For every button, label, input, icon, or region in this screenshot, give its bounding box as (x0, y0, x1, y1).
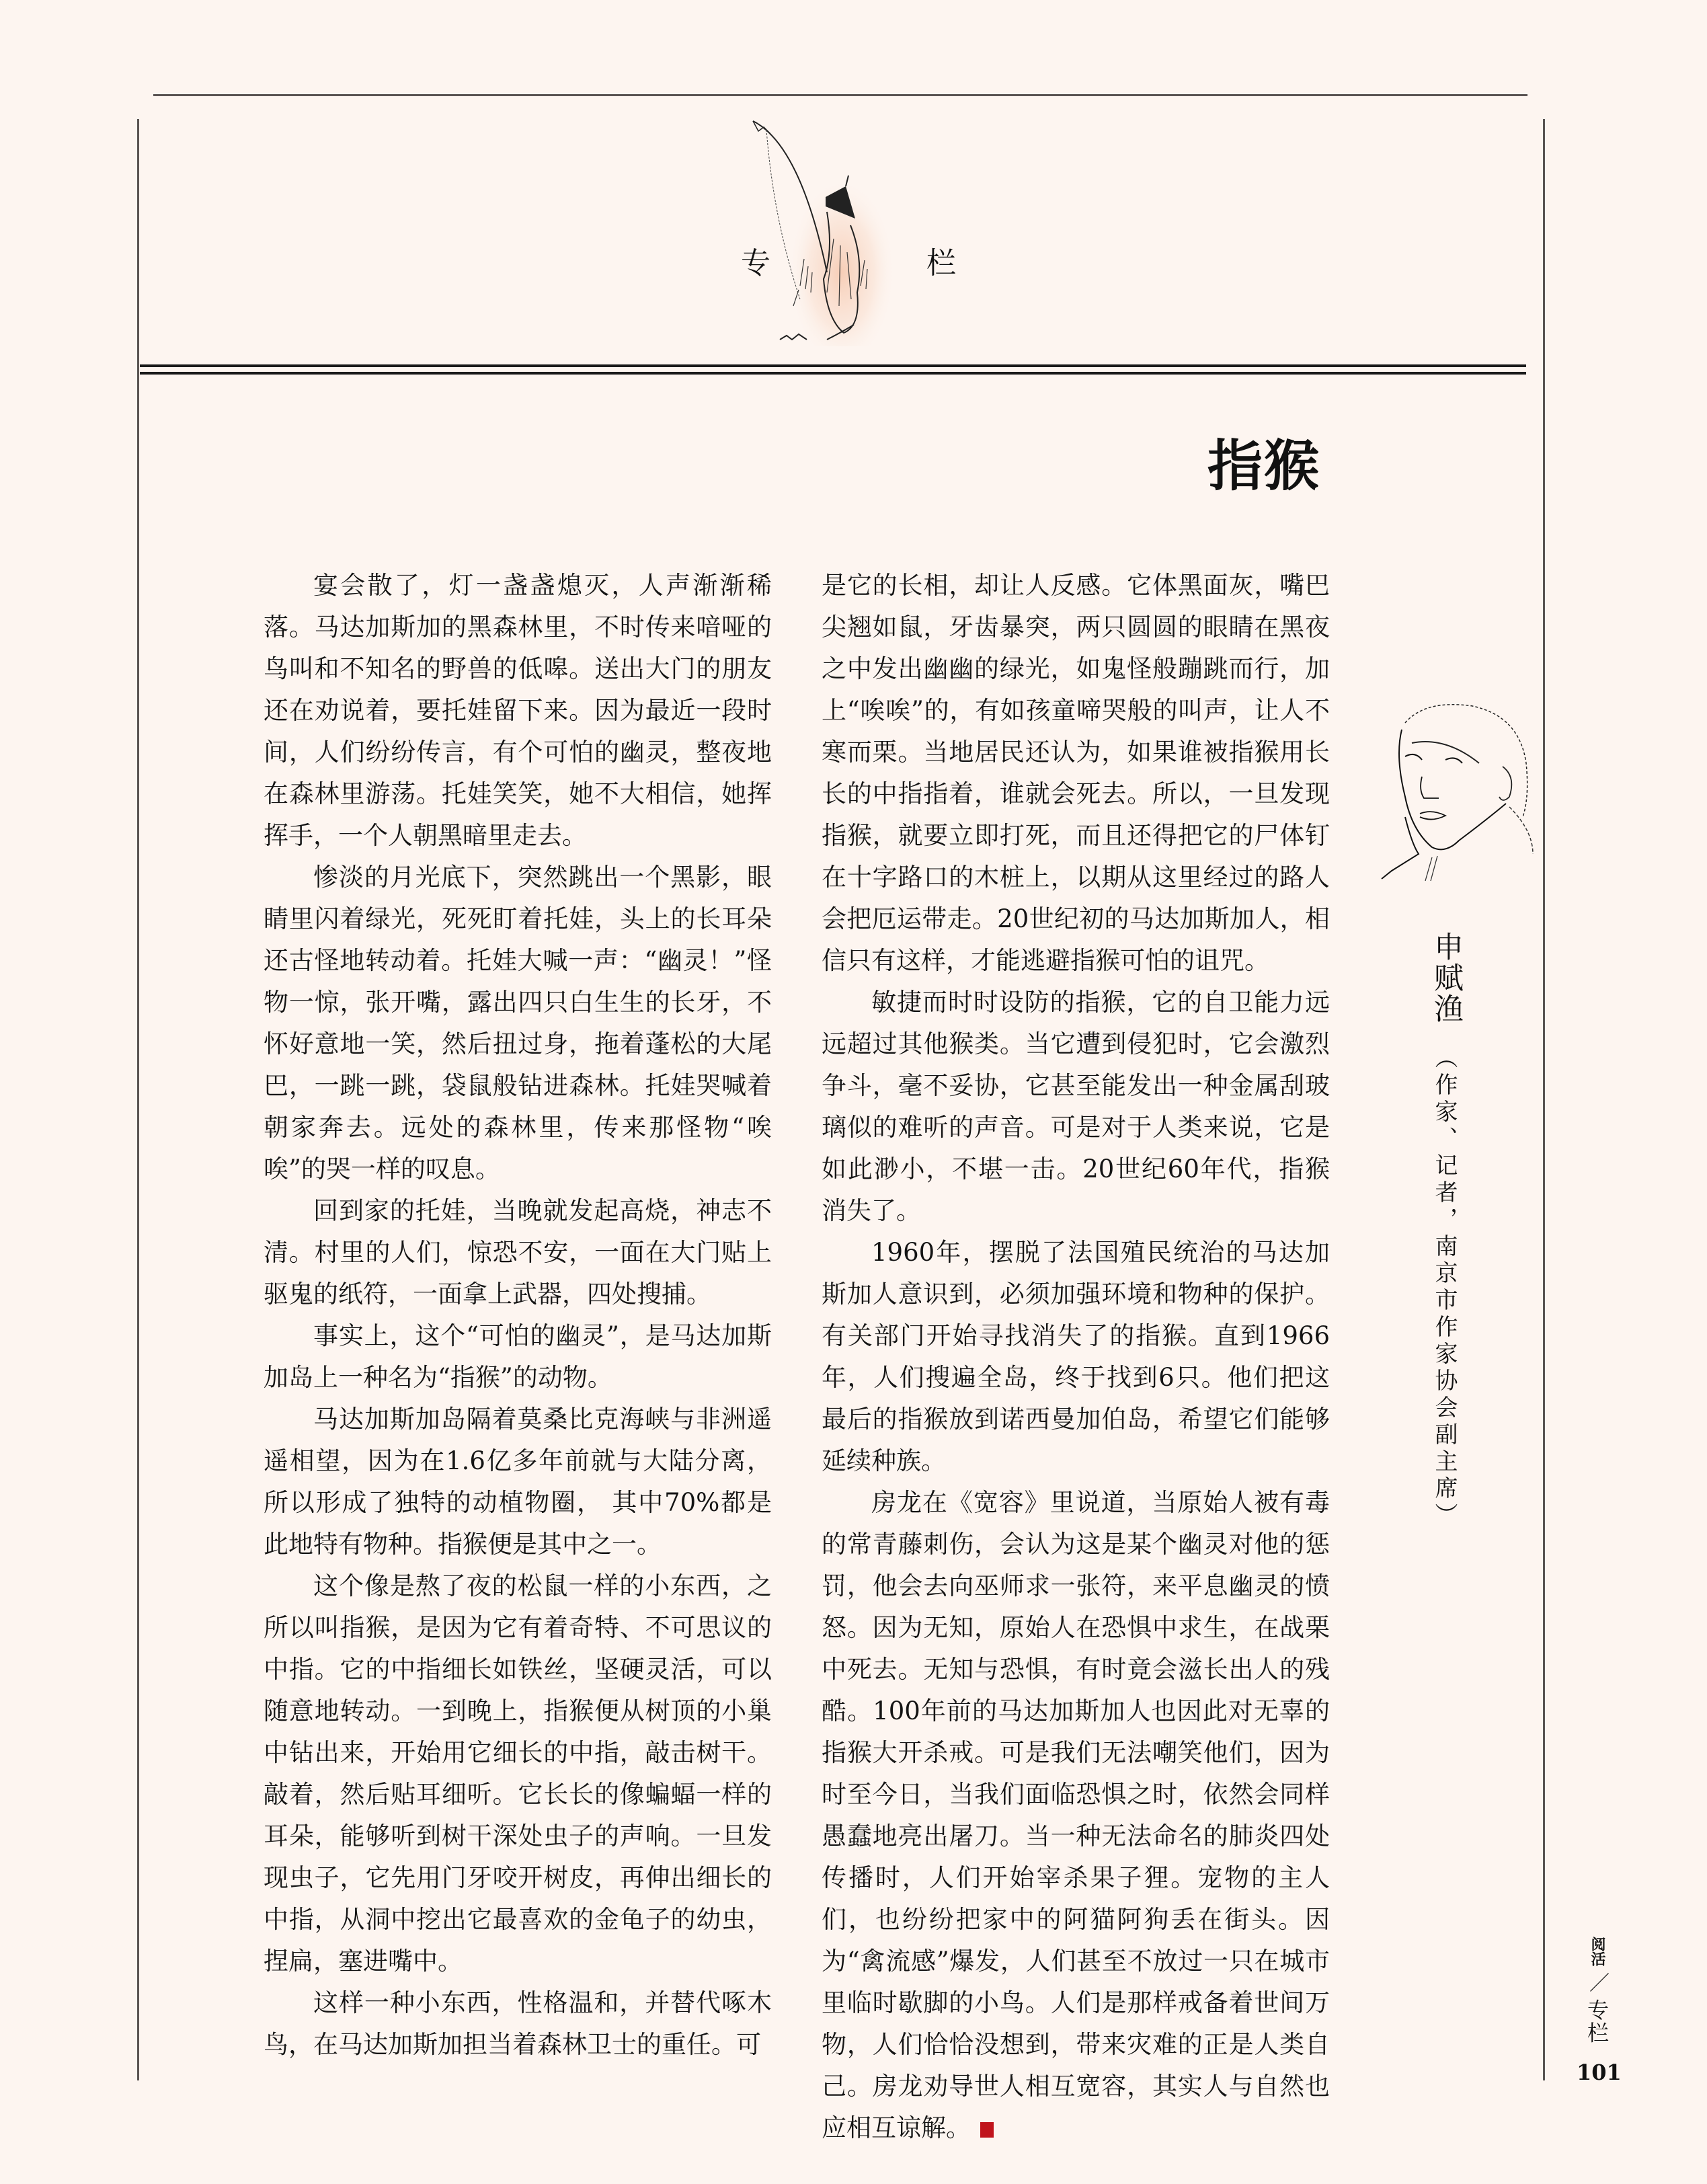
author-name: 申赋渔 (1429, 931, 1463, 1024)
article-paragraph: 事实上，这个“可怕的幽灵”，是马达加斯加岛上一种名为“指猴”的动物。 (264, 1321, 772, 1392)
article-paragraph: 房龙在《宽容》里说道，当原始人被有毒的常青藤刺伤，会认为这是某个幽灵对他的惩罚，他会去向巫师求一张符，来平息幽灵的愤怒。因为无知，原始人在恐惧中求生，在战栗中死去。无知与恐惧，有时竟会滋长出人的残酷。100年前的马达加斯加人也因此对无辜的指猴大开杀戒。可是我们无法嘲笑他们，因为时至今日，当我们面临恐惧之时，依然会同样愚蠢地亮出屠刀。当一种无法命名的肺炎四处传播时，人们开始宰杀果子狸。宠物的主人们，也纷纷把家中的阿猫阿狗丢在街头。因为“禽流感”爆发，人们甚至不放过一只在城市里临时歇脚的小鸟。人们是那样戒备着世间万物，人们恰恰没想到，带来灾难的正是人类自己。房龙劝导世人相互宽容，其实人与自然也应相互谅解。 (822, 1488, 1330, 2142)
article-title: 指猴 (1207, 434, 1321, 498)
page-number: 101 (1577, 2060, 1622, 2085)
article-column-2 (822, 565, 1330, 2149)
author-byline (1424, 931, 1467, 1530)
top-rule (153, 94, 1527, 96)
column-masthead (726, 118, 982, 346)
column-label-char: 专 (741, 246, 770, 280)
separator-slash: ／ (1585, 1972, 1609, 1993)
column-label-char: 栏 (926, 246, 956, 280)
article-paragraph: 是它的长相，却让人反感。它体黑面灰，嘴巴尖翘如鼠，牙齿暴突，两只圆圆的眼睛在黑夜之中发出幽幽的绿光，如鬼怪般蹦跳而行，加上“唉唉”的，有如孩童啼哭般的叫声，让人不寒而栗。当地居民还认为，如果谁被指猴用长长的中指指着，谁就会死去。所以，一旦发现指猴，就要立即打死，而且还得把它的尸体钉在十字路口的木桩上，以期从这里经过的路人会把厄运带走。20世纪初的马达加斯加人，相信只有这样，才能逃避指猴可怕的诅咒。 (822, 571, 1330, 975)
author-portrait-sketch (1365, 703, 1540, 891)
article-paragraph: 宴会散了，灯一盏盏熄灭，人声渐渐稀落。马达加斯加的黑森林里，不时传来喑哑的鸟叫和不知名的野兽的低嗥。送出大门的朋友还在劝说着，要托娃留下来。因为最近一段时间，人们纷纷传言，有个可怕的幽灵，整夜地在森林里游荡。托娃笑笑，她不大相信，她挥挥手，一个人朝黑暗里走去。 (264, 571, 772, 850)
left-margin-rule (137, 119, 139, 2080)
running-footer (1581, 1937, 1612, 2044)
article-paragraph: 这个像是熬了夜的松鼠一样的小东西，之所以叫指猴，是因为它有着奇特、不可思议的中指。它的中指细长如铁丝，坚硬灵活，可以随意地转动。一到晚上，指猴便从树顶的小巢中钻出来，开始用它细长的中指，敲击树干。敲着，然后贴耳细听。它长长的像蝙蝠一样的耳朵，能够听到树干深处虫子的声响。一旦发现虫子，它先用门牙咬开树皮，再伸出细长的中指，从洞中挖出它最喜欢的金龟子的幼虫，捏扁，塞进嘴中。 (264, 1571, 772, 1976)
header-double-rule-top (140, 364, 1526, 367)
article-paragraph: 1960年，摆脱了法国殖民统治的马达加斯加人意识到，必须加强环境和物种的保护。有关部门开始寻找消失了的指猴。直到1966年，人们搜遍全岛，终于找到6只。他们把这最后的指猴放到诺西曼加伯岛，希望它们能够延续种族。 (822, 1238, 1330, 1475)
article-paragraph: 马达加斯加岛隔着莫桑比克海峡与非洲遥遥相望，因为在1.6亿多年前就与大陆分离，所以形成了独特的动植物圈， 其中70%都是此地特有物种。指猴便是其中之一。 (264, 1405, 772, 1559)
article-paragraph: 敏捷而时时设防的指猴，它的自卫能力远远超过其他猴类。当它遭到侵犯时，它会激烈争斗，毫不妥协，它甚至能发出一种金属刮玻璃似的难听的声音。可是对于人类来说，它是如此渺小，不堪一击。20世纪60年代，指猴消失了。 (822, 988, 1330, 1225)
article-paragraph: 这样一种小东西，性格温和，并替代啄木鸟，在马达加斯加担当着森林卫士的重任。可 (264, 1988, 772, 2059)
article-paragraph: 回到家的托娃，当晚就发起高烧，神志不清。村里的人们，惊恐不安，一面在大门贴上驱鬼的纸符，一面拿上武器，四处搜捕。 (264, 1196, 772, 1309)
header-double-rule-bottom (140, 372, 1526, 375)
right-margin-rule (1543, 119, 1545, 2080)
author-bio: （作家、记者，南京市作家协会副主席） (1431, 1046, 1458, 1530)
end-of-article-mark (980, 2122, 994, 2138)
section-label: 专栏 (1584, 1998, 1610, 2045)
article-paragraph: 惨淡的月光底下，突然跳出一个黑影，眼睛里闪着绿光，死死盯着托娃，头上的长耳朵还古怪地转动着。托娃大喊一声：“幽灵！”怪物一惊，张开嘴，露出四只白生生的长牙，不怀好意地一笑，然后扭过身，拖着蓬松的大尾巴，一跳一跳，袋鼠般钻进森林。托娃哭喊着朝家奔去。远处的森林里，传来那怪物“唉唉”的哭一样的叹息。 (264, 863, 772, 1183)
fisherman-illustration (726, 118, 982, 346)
magazine-brand: 阅活 (1589, 1937, 1605, 1966)
article-column-1 (264, 565, 772, 2066)
